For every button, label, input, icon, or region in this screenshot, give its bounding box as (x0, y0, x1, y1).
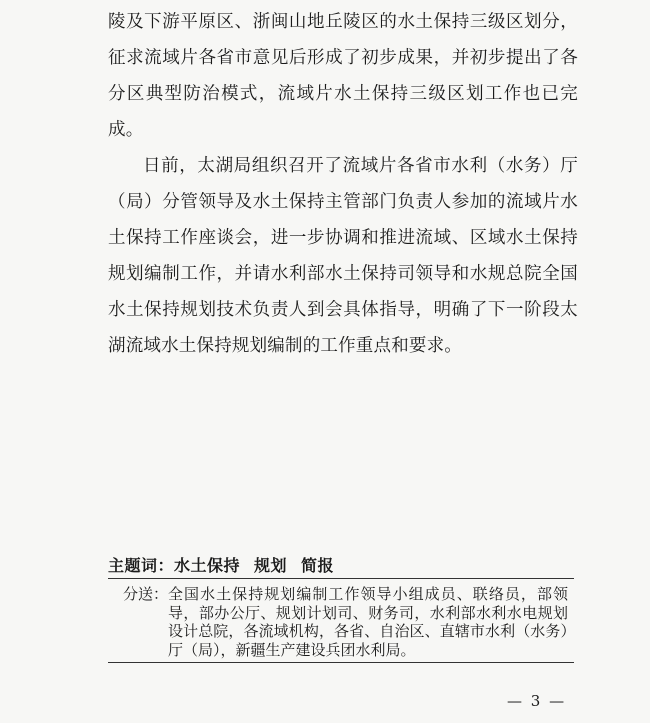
document-body (108, 4, 578, 364)
distribution-text: 全国水土保持规划编制工作领导小组成员、联络员，部领导，部办公厅、规划计划司、财务司，水利部水利水电规划设计总院，各流域机构，各省、自治区、直辖市水利（水务）厅（局），新疆生产建设兵团水利局。 (168, 585, 568, 659)
divider-bottom (108, 662, 574, 663)
keyword-item: 简报 (301, 556, 335, 575)
distribution-list (123, 585, 568, 659)
paragraph-meeting: 日前，太湖局组织召开了流域片各省市水利（水务）厅（局）分管领导及水土保持主管部门负责人参加的流域片水土保持工作座谈会，进一步协调和推进流域、区域水土保持规划编制工作，并请水利部水土保持司领导和水规总院全国水土保持规划技术负责人到会具体指导，明确了下一阶段太湖流域水土保持规划编制的工作重点和要求。 (108, 156, 578, 356)
keywords-line (108, 553, 334, 576)
keywords-label: 主题词：水土保持 (108, 556, 241, 575)
page-number: — 3 — (507, 692, 567, 710)
divider-top (108, 578, 574, 579)
paragraph-continuation: 陵及下游平原区、浙闽山地丘陵区的水土保持三级区划分，征求流域片各省市意见后形成了初步成果，并初步提出了各分区典型防治模式，流域片水土保持三级区划工作也已完成。 (108, 12, 578, 140)
keyword-item: 规划 (254, 556, 288, 575)
distribution-label: 分送： (123, 585, 169, 603)
